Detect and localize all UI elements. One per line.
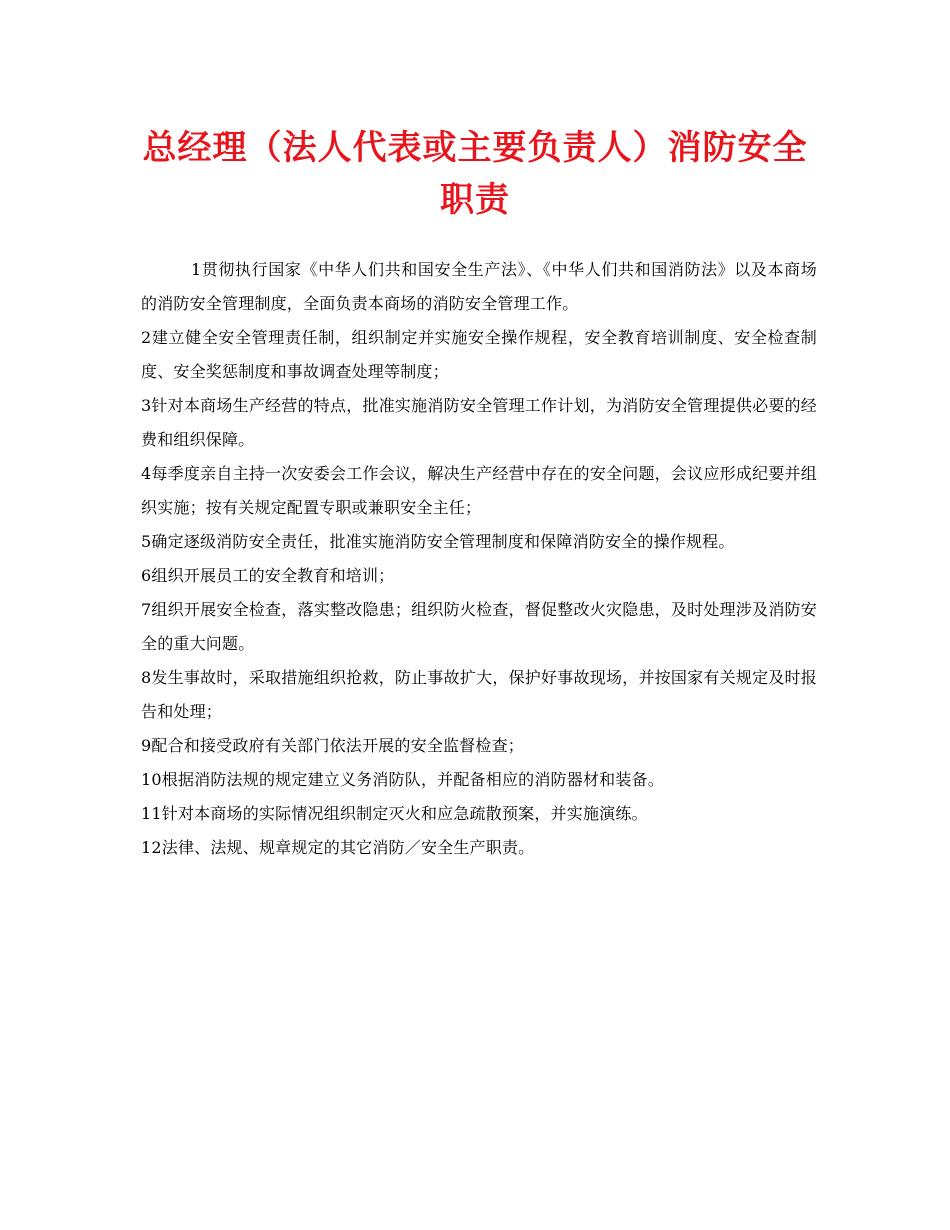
paragraph-9: 9配合和接受政府有关部门依法开展的安全监督检查； bbox=[141, 736, 524, 755]
paragraph-4: 4每季度亲自主持一次安委会工作会议，解决生产经营中存在的安全问题，会议应形成纪要并组织实施；按有关规定配置专职或兼职安全主任； bbox=[141, 464, 817, 517]
paragraph-6: 6组织开展员工的安全教育和培训； bbox=[141, 566, 395, 585]
paragraph-3: 3针对本商场生产经营的特点，批准实施消防安全管理工作计划，为消防安全管理提供必要的经费和组织保障。 bbox=[141, 396, 817, 449]
paragraph-11: 11针对本商场的实际情况组织制定灭火和应急疏散预案，并实施演练。 bbox=[141, 804, 648, 823]
document-body bbox=[141, 253, 817, 865]
paragraph-1: 1贯彻执行国家《中华人们共和国安全生产法》、《中华人们共和国消防法》以及本商场的消防安全管理制度，全面负责本商场的消防安全管理工作。 bbox=[141, 260, 817, 313]
document-title-line-2: 职责 bbox=[440, 180, 510, 220]
paragraph-12: 12法律、法规、规章规定的其它消防／安全生产职责。 bbox=[141, 838, 535, 857]
paragraph-2: 2建立健全安全管理责任制，组织制定并实施安全操作规程，安全教育培训制度、安全检查制度、安全奖惩制度和事故调查处理等制度； bbox=[141, 328, 817, 381]
paragraph-8: 8发生事故时，采取措施组织抢救，防止事故扩大，保护好事故现场，并按国家有关规定及时报告和处理； bbox=[141, 668, 817, 721]
paragraph-10: 10根据消防法规的规定建立义务消防队，并配备相应的消防器材和装备。 bbox=[141, 770, 664, 789]
document-title bbox=[100, 122, 850, 226]
paragraph-7: 7组织开展安全检查，落实整改隐患；组织防火检查，督促整改火灾隐患，及时处理涉及消防安全的重大问题。 bbox=[141, 600, 817, 653]
document-title-line-1: 总经理（法人代表或主要负责人）消防安全 bbox=[142, 128, 808, 168]
paragraph-5: 5确定逐级消防安全责任，批准实施消防安全管理制度和保障消防安全的操作规程。 bbox=[141, 532, 735, 551]
